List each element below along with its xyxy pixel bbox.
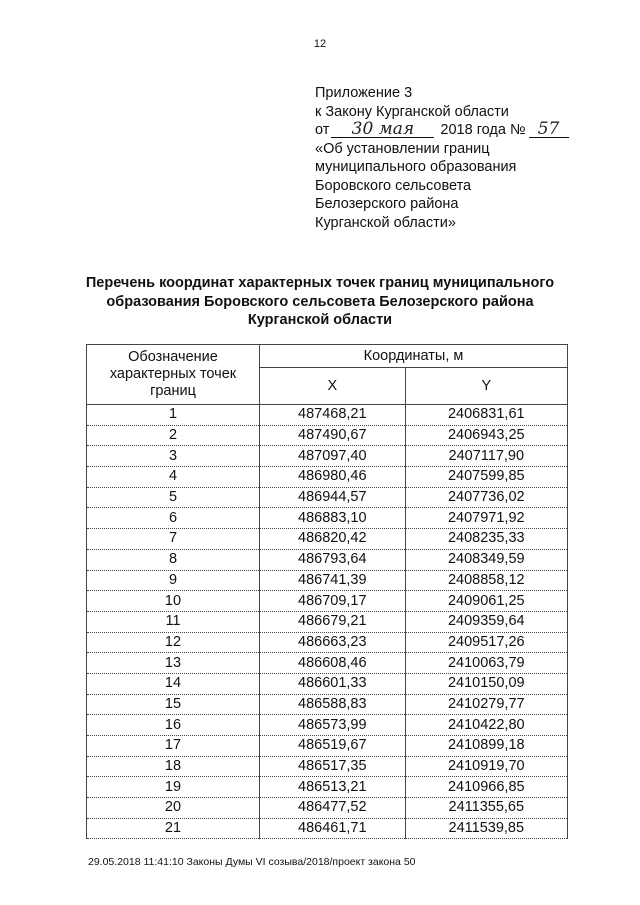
- x-coordinate-cell: 486519,67: [260, 736, 406, 757]
- y-coordinate-cell: 2410150,09: [405, 673, 567, 694]
- x-coordinate-cell: 486601,33: [260, 673, 406, 694]
- header-y: Y: [405, 368, 567, 405]
- point-number-cell: 5: [87, 487, 260, 508]
- footer-path: 29.05.2018 11:41:10 Законы Думы VI созыва/2018/проект закона 50: [88, 856, 416, 868]
- y-coordinate-cell: 2410422,80: [405, 715, 567, 736]
- table-row: [87, 673, 568, 694]
- point-number-cell: 21: [87, 818, 260, 839]
- table-row: [87, 694, 568, 715]
- y-coordinate-cell: 2406831,61: [405, 405, 567, 426]
- header-coordinates: Координаты, м: [260, 345, 568, 368]
- law-title-line: Курганской области»: [315, 214, 456, 231]
- table-row: [87, 487, 568, 508]
- table-row: [87, 777, 568, 798]
- y-coordinate-cell: 2411539,85: [405, 818, 567, 839]
- point-number-cell: 13: [87, 653, 260, 674]
- title-line: образования Боровского сельсовета Белозерского района: [106, 293, 534, 310]
- table-row: [87, 446, 568, 467]
- y-coordinate-cell: 2408858,12: [405, 570, 567, 591]
- y-coordinate-cell: 2407599,85: [405, 467, 567, 488]
- year-text: 2018 года №: [440, 122, 526, 138]
- x-coordinate-cell: 486573,99: [260, 715, 406, 736]
- appendix-line-2: к Закону Курганской области: [315, 103, 509, 120]
- y-coordinate-cell: 2408235,33: [405, 529, 567, 550]
- y-coordinate-cell: 2410919,70: [405, 756, 567, 777]
- x-coordinate-cell: 486663,23: [260, 632, 406, 653]
- point-number-cell: 2: [87, 425, 260, 446]
- table-row: [87, 570, 568, 591]
- law-title-line: Боровского сельсовета: [315, 177, 472, 194]
- handwritten-number: 57: [529, 122, 569, 138]
- x-coordinate-cell: 486679,21: [260, 611, 406, 632]
- point-number-cell: 8: [87, 549, 260, 570]
- title-line: Перечень координат характерных точек границ муниципального: [85, 275, 555, 291]
- point-number-cell: 17: [87, 736, 260, 757]
- y-coordinate-cell: 2409061,25: [405, 591, 567, 612]
- x-coordinate-cell: 487490,67: [260, 425, 406, 446]
- y-coordinate-cell: 2407117,90: [405, 446, 567, 467]
- point-number-cell: 14: [87, 673, 260, 694]
- x-coordinate-cell: 487468,21: [260, 405, 406, 426]
- y-coordinate-cell: 2409517,26: [405, 632, 567, 653]
- point-number-cell: 10: [87, 591, 260, 612]
- y-coordinate-cell: 2410899,18: [405, 736, 567, 757]
- appendix-header: [315, 84, 569, 232]
- point-number-cell: 20: [87, 798, 260, 819]
- point-number-cell: 9: [87, 570, 260, 591]
- point-number-cell: 15: [87, 694, 260, 715]
- from-prefix: от: [315, 122, 330, 138]
- table-row: [87, 798, 568, 819]
- header-x: X: [260, 368, 406, 405]
- y-coordinate-cell: 2406943,25: [405, 425, 567, 446]
- x-coordinate-cell: 486944,57: [260, 487, 406, 508]
- coordinates-table: [86, 344, 568, 839]
- y-coordinate-cell: 2407971,92: [405, 508, 567, 529]
- table-row: [87, 591, 568, 612]
- appendix-line-1: Приложение 3: [315, 85, 413, 101]
- table-row: [87, 611, 568, 632]
- x-coordinate-cell: 486517,35: [260, 756, 406, 777]
- handwritten-date: 30 мая: [331, 122, 434, 138]
- x-coordinate-cell: 487097,40: [260, 446, 406, 467]
- table-row: [87, 508, 568, 529]
- x-coordinate-cell: 486513,21: [260, 777, 406, 798]
- y-coordinate-cell: 2410279,77: [405, 694, 567, 715]
- page-number: 12: [313, 38, 327, 50]
- y-coordinate-cell: 2411355,65: [405, 798, 567, 819]
- point-number-cell: 6: [87, 508, 260, 529]
- law-title-line: Белозерского района: [315, 196, 459, 212]
- table-row: [87, 736, 568, 757]
- point-number-cell: 11: [87, 611, 260, 632]
- title-line: Курганской области: [247, 312, 393, 328]
- point-number-cell: 1: [87, 405, 260, 426]
- point-number-cell: 16: [87, 715, 260, 736]
- y-coordinate-cell: 2407736,02: [405, 487, 567, 508]
- x-coordinate-cell: 486980,46: [260, 467, 406, 488]
- table-row: [87, 756, 568, 777]
- table-row: [87, 653, 568, 674]
- x-coordinate-cell: 486741,39: [260, 570, 406, 591]
- x-coordinate-cell: 486461,71: [260, 818, 406, 839]
- point-number-cell: 3: [87, 446, 260, 467]
- table-row: [87, 818, 568, 839]
- document-title: [60, 274, 580, 330]
- x-coordinate-cell: 486793,64: [260, 549, 406, 570]
- table-row: [87, 549, 568, 570]
- y-coordinate-cell: 2410966,85: [405, 777, 567, 798]
- x-coordinate-cell: 486883,10: [260, 508, 406, 529]
- y-coordinate-cell: 2408349,59: [405, 549, 567, 570]
- table-row: [87, 425, 568, 446]
- appendix-date-line: [315, 121, 569, 140]
- law-title-line: «Об установлении границ: [315, 140, 490, 157]
- x-coordinate-cell: 486477,52: [260, 798, 406, 819]
- x-coordinate-cell: 486588,83: [260, 694, 406, 715]
- y-coordinate-cell: 2410063,79: [405, 653, 567, 674]
- point-number-cell: 19: [87, 777, 260, 798]
- point-number-cell: 7: [87, 529, 260, 550]
- table-row: [87, 632, 568, 653]
- point-number-cell: 4: [87, 467, 260, 488]
- header-point-designation: Обозначение характерных точек границ: [87, 345, 260, 405]
- point-number-cell: 18: [87, 756, 260, 777]
- x-coordinate-cell: 486820,42: [260, 529, 406, 550]
- table-row: [87, 529, 568, 550]
- point-number-cell: 12: [87, 632, 260, 653]
- table-row: [87, 405, 568, 426]
- x-coordinate-cell: 486709,17: [260, 591, 406, 612]
- y-coordinate-cell: 2409359,64: [405, 611, 567, 632]
- law-title-line: муниципального образования: [315, 159, 517, 175]
- table-row: [87, 467, 568, 488]
- table-row: [87, 715, 568, 736]
- x-coordinate-cell: 486608,46: [260, 653, 406, 674]
